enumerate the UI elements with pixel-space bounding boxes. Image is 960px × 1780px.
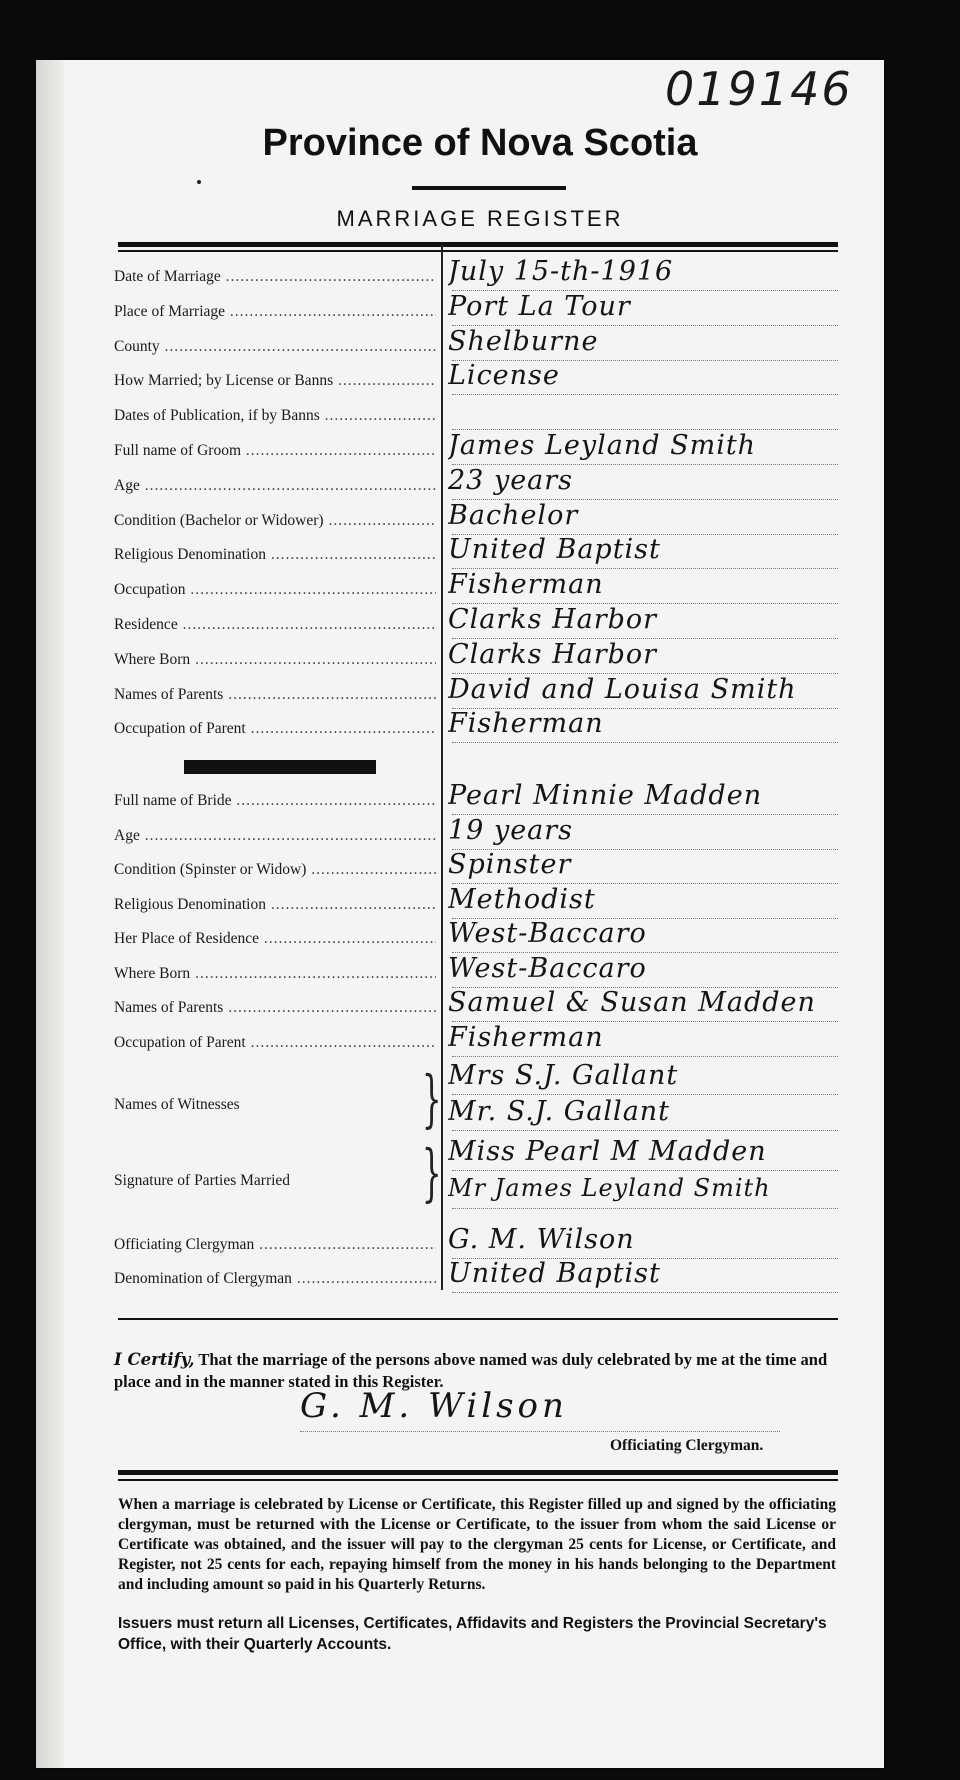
dotted-line <box>452 1170 838 1171</box>
signatures-brace: } <box>421 1136 442 1209</box>
field-label: Names of Parents ..... <box>114 686 436 704</box>
field-label: Religious Denomination ..... <box>114 896 436 914</box>
field-label: Date of Marriage ..... <box>114 268 436 286</box>
certification-role: Officiating Clergyman. <box>610 1437 764 1454</box>
field-value: David and Louisa Smith <box>448 673 797 705</box>
field-value: Fisherman <box>448 569 604 601</box>
witnesses-label: Names of Witnesses <box>114 1096 240 1113</box>
field-label: Condition (Spinster or Widow) ..... <box>114 861 436 879</box>
field-label: Occupation of Parent ..... <box>114 720 436 738</box>
clergy-denomination-value: United Baptist <box>448 1258 661 1289</box>
field-value: Port La Tour <box>448 290 631 322</box>
signature-row <box>0 1136 960 1176</box>
witness-2: Mr. S.J. Gallant <box>448 1096 671 1127</box>
field-value: United Baptist <box>448 534 661 566</box>
certify-lead: I Certify, <box>114 1350 195 1369</box>
field-label: Occupation of Parent ..... <box>114 1034 436 1052</box>
field-row <box>0 708 960 748</box>
signature-groom: Mr James Leyland Smith <box>448 1174 771 1202</box>
field-value: West-Baccaro <box>448 952 647 984</box>
field-value: Clarks Harbor <box>448 604 658 635</box>
field-label: Her Place of Residence ..... <box>114 930 436 948</box>
field-value: Shelburne <box>448 325 599 357</box>
section-rule <box>118 1318 838 1320</box>
field-label: Place of Marriage ..... <box>114 303 436 321</box>
field-label: Religious Denomination ..... <box>114 546 436 564</box>
field-label: Names of Parents ..... <box>114 999 436 1017</box>
field-value: Samuel & Susan Madden <box>448 987 816 1018</box>
field-label: How Married; by License or Banns ..... <box>114 372 436 390</box>
ink-dot <box>197 180 201 184</box>
field-value: Clarks Harbor <box>448 638 658 670</box>
header-rule-thick <box>118 242 838 247</box>
field-label: Residence ..... <box>114 616 436 634</box>
field-row <box>0 360 960 400</box>
issuers-notice: Issuers must return all Licenses, Certificates, Affidavits and Registers the Provincial Secretary's Office, with their Quarterly Accounts. <box>118 1615 827 1653</box>
field-label: Full name of Groom ..... <box>114 442 436 460</box>
witnesses-brace: } <box>421 1062 442 1135</box>
field-label: Age ..... <box>114 477 436 495</box>
officiating-clergyman-value: G. M. Wilson <box>448 1224 635 1255</box>
field-label: Full name of Bride ..... <box>114 792 436 810</box>
dotted-line <box>452 1094 838 1095</box>
dotted-line <box>452 1292 838 1293</box>
dotted-line <box>452 1130 838 1131</box>
signature-line <box>300 1431 780 1432</box>
witness-1: Mrs S.J. Gallant <box>448 1060 679 1091</box>
field-value: Bachelor <box>448 499 579 531</box>
dotted-line <box>452 1056 838 1057</box>
field-value: License <box>448 360 560 392</box>
field-value: Fisherman <box>448 1021 604 1053</box>
clergy-denomination-row <box>0 1258 960 1298</box>
field-label: Where Born ..... <box>114 965 436 983</box>
signatures-label: Signature of Parties Married <box>114 1172 291 1189</box>
signature-row <box>0 1174 960 1214</box>
field-label: Age ..... <box>114 827 436 845</box>
field-value: James Leyland Smith <box>448 430 757 461</box>
field-label: Where Born ..... <box>114 651 436 669</box>
certify-body: That the marriage of the persons above named was duly celebrated by me at the time and place and in the manner stated in this Register. <box>114 1350 828 1391</box>
field-value: Spinster <box>448 849 572 880</box>
dotted-line <box>452 1208 838 1209</box>
return-notice: When a marriage is celebrated by License or Certificate, this Register filled up and signed by the officiating clergyman, must be returned with the License or Certificate, to the issuer from whom the said License or Certificate was obtained, and the issuer will pay to the clergyman 25 cents for License, or Certificate, and Register, not 25 cents for each, repaying himself from the money in his hands belonging to the Department and including amount so paid in his Quarterly Returns. <box>118 1496 836 1593</box>
certification-signature: G. M. Wilson <box>300 1386 568 1426</box>
field-label: Condition (Bachelor or Widower) ..... <box>114 512 436 530</box>
dotted-line <box>452 394 838 395</box>
officiating-clergyman-label: Officiating Clergyman ..... <box>114 1236 436 1254</box>
footer-rule-thick <box>118 1470 838 1475</box>
witness-row <box>0 1096 960 1136</box>
document-subtitle: MARRIAGE REGISTER <box>336 206 624 231</box>
field-value: Pearl Minnie Madden <box>448 780 763 811</box>
field-value: West-Baccaro <box>448 918 647 949</box>
signature-bride: Miss Pearl M Madden <box>448 1136 767 1167</box>
footer-rule-thin <box>118 1479 838 1481</box>
field-label: Dates of Publication, if by Banns ..... <box>114 407 436 425</box>
register-number: 019146 <box>665 62 853 116</box>
field-value: 23 years <box>448 464 574 496</box>
document-title: Province of Nova Scotia <box>262 122 698 164</box>
field-label: Occupation ..... <box>114 581 436 599</box>
field-label: County ..... <box>114 338 436 356</box>
groom-bride-separator <box>184 760 376 774</box>
field-value: Methodist <box>448 883 596 915</box>
title-underline <box>412 186 566 190</box>
field-value: July 15-th-1916 <box>448 256 674 287</box>
witness-row <box>0 1060 960 1100</box>
field-value: 19 years <box>448 814 574 846</box>
dotted-line <box>452 742 838 743</box>
field-value: Fisherman <box>448 708 604 740</box>
field-row <box>0 1021 960 1062</box>
header-rule-thin <box>118 250 838 252</box>
clergy-denomination-label: Denomination of Clergyman ..... <box>114 1270 436 1288</box>
